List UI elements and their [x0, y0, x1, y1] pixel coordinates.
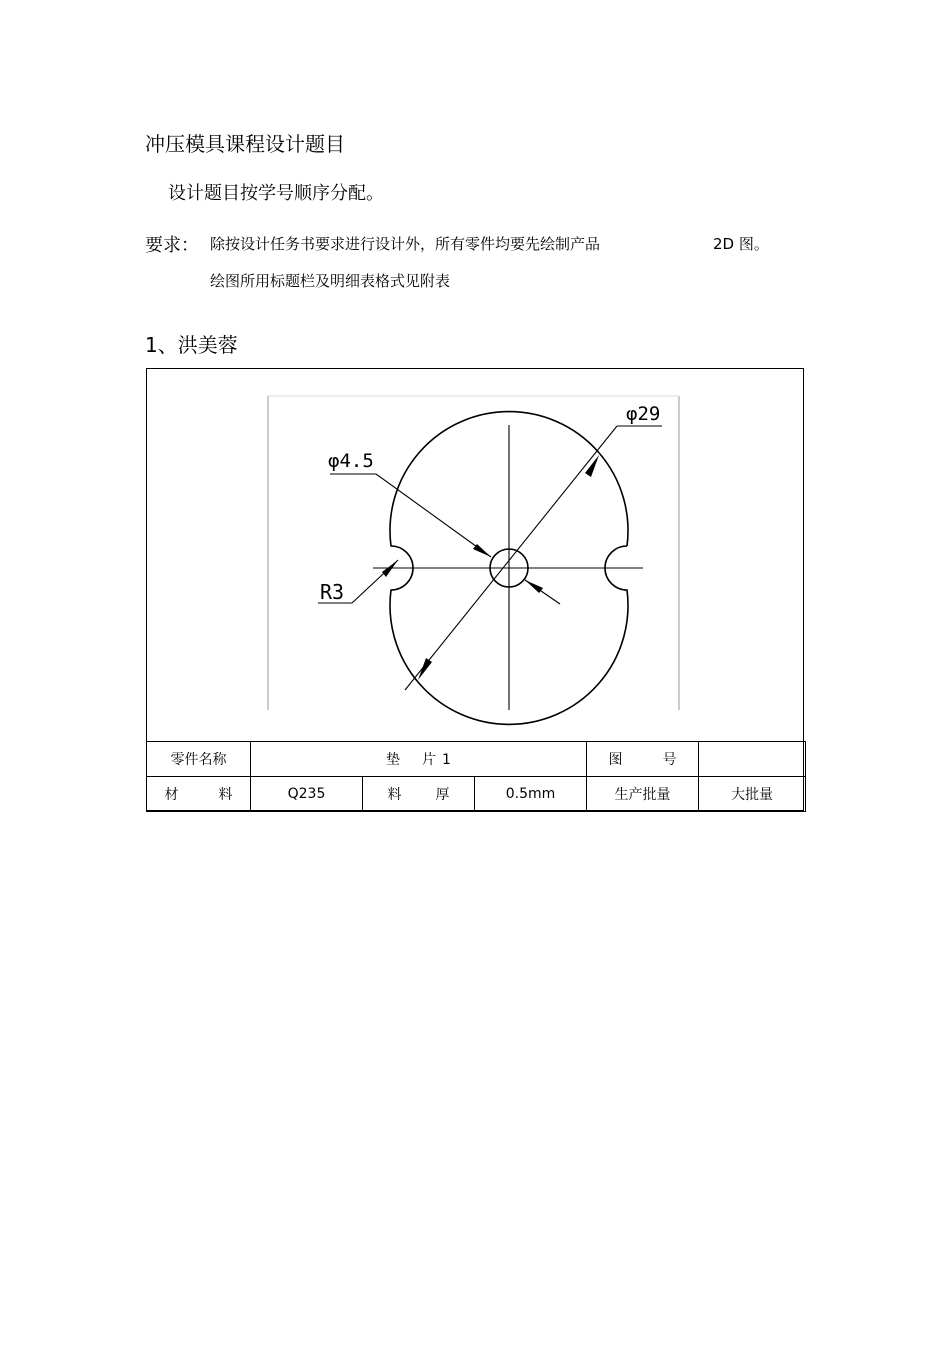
- part-name-label: 零件名称: [170, 752, 227, 768]
- hole-diameter-arrow-in: [473, 544, 491, 557]
- outer-diameter-label: φ29: [626, 403, 661, 425]
- requirement-line-1: 除按设计任务书要求进行设计外，所有零件均要先绘制产品: [210, 235, 601, 253]
- drawing-number-label-cell: [587, 742, 699, 777]
- material-value: Q235: [287, 786, 326, 802]
- hole-diameter-arrow-out: [525, 580, 543, 593]
- part-name-char-2: 片: [422, 752, 437, 768]
- requirement-line-2: 绘图所用标题栏及明细表格式见附表: [210, 272, 451, 290]
- batch-label-cell: [587, 777, 699, 812]
- part-name-number: 1: [442, 752, 451, 768]
- batch-value-cell: [699, 777, 806, 812]
- section-heading: 1、洪美蓉: [145, 333, 238, 357]
- material-label-cell: [147, 777, 251, 812]
- title-block-row-1: [147, 742, 806, 777]
- intro-text: 设计题目按学号顺序分配。: [168, 183, 384, 204]
- batch-label: 生产批量: [614, 787, 671, 803]
- thickness-label-cell: [363, 777, 475, 812]
- material-char-1: 材: [164, 787, 179, 803]
- title-block-row-2: [147, 777, 806, 812]
- thickness-value-cell: [475, 777, 587, 812]
- document-title: 冲压模具课程设计题目: [145, 132, 345, 156]
- outer-diameter-leader: [405, 426, 617, 690]
- radius-label: R3: [320, 580, 345, 604]
- part-name-value-cell: [251, 742, 587, 777]
- thickness-value: 0.5mm: [505, 786, 556, 802]
- hole-diameter-label: φ4.5: [328, 450, 374, 472]
- material-value-cell: [251, 777, 363, 812]
- title-block-table: [146, 741, 806, 812]
- thickness-char-1: 料: [387, 787, 402, 803]
- material-char-2: 料: [218, 787, 233, 803]
- outer-diameter-arrow-top: [585, 455, 599, 477]
- thickness-char-2: 厚: [435, 787, 450, 803]
- requirement-label: 要求：: [145, 235, 199, 256]
- part-name-label-cell: [147, 742, 251, 777]
- drawing-number-value-cell: [699, 742, 806, 777]
- drawing-number-char-2: 号: [662, 752, 677, 768]
- batch-value: 大批量: [731, 787, 774, 803]
- drawing-number-char-1: 图: [608, 752, 623, 768]
- part-name-char-1: 垫: [386, 752, 401, 768]
- hole-diameter-leader: [376, 474, 491, 557]
- outer-diameter-arrow-bottom: [418, 658, 432, 680]
- requirement-line-1-tail: 2D 图。: [713, 235, 769, 253]
